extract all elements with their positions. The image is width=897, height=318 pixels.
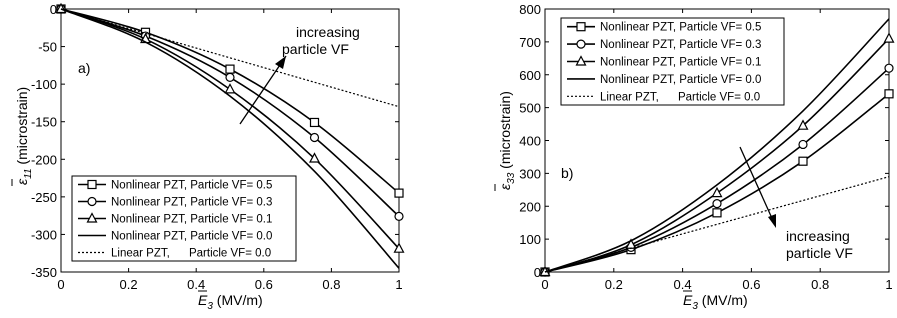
annotation-particle-vf-a: particle VF xyxy=(282,41,349,57)
data-point-a-2 xyxy=(226,84,235,93)
annotation-increasing-b: increasing xyxy=(786,228,850,244)
data-point-a-0 xyxy=(226,65,234,73)
legend-marker-a xyxy=(88,198,96,206)
x-tick-label-a: 1 xyxy=(395,277,403,292)
y-tick-label-a: -200 xyxy=(30,152,57,168)
data-point-a-0 xyxy=(395,189,403,197)
y-tick-label-b: 500 xyxy=(519,100,541,116)
x-tick-label-b: 0.2 xyxy=(604,277,623,292)
svg-text:ε33 (microstrain): $\varepsilon_{33}$ (microstrain) xyxy=(497,91,517,190)
x-tick-label-a: 0.2 xyxy=(119,277,138,292)
data-point-b-2 xyxy=(885,34,894,43)
data-point-a-0 xyxy=(311,118,319,126)
data-point-b-1 xyxy=(713,200,721,208)
legend-marker-a xyxy=(88,181,96,189)
y-tick-label-b: 600 xyxy=(519,67,541,83)
legend-label-a: Nonlinear PZT, Particle VF= 0.3 xyxy=(111,196,273,209)
legend-label-b: Linear PZT, Particle VF= 0.0 xyxy=(600,91,761,104)
legend-label-a: Nonlinear PZT, Particle VF= 0.0 xyxy=(111,230,273,243)
y-tick-label-b: 800 xyxy=(519,2,541,17)
y-tick-label-a: -300 xyxy=(30,227,57,243)
y-tick-label-a: -50 xyxy=(38,39,57,55)
legend-label-b: Nonlinear PZT, Particle VF= 0.5 xyxy=(600,21,762,34)
y-tick-label-a: -250 xyxy=(30,189,57,205)
y-tick-label-b: 400 xyxy=(519,133,541,149)
legend-label-b: Nonlinear PZT, Particle VF= 0.0 xyxy=(600,73,762,86)
data-point-b-0 xyxy=(713,209,721,217)
x-tick-label-a: 0.8 xyxy=(322,277,341,292)
annotation-increasing-a: increasing xyxy=(296,24,360,40)
data-point-b-2 xyxy=(713,188,722,197)
legend-label-b: Nonlinear PZT, Particle VF= 0.1 xyxy=(600,56,762,69)
y-tick-label-a: -350 xyxy=(30,265,57,280)
panel-label-a: a) xyxy=(78,60,91,76)
legend-label-b: Nonlinear PZT, Particle VF= 0.3 xyxy=(600,39,762,52)
y-tick-label-b: 0 xyxy=(533,265,541,280)
x-tick-label-b: 0.4 xyxy=(673,277,692,292)
legend-marker-b xyxy=(577,40,585,48)
y-tick-label-a: 0 xyxy=(49,2,57,17)
legend-b xyxy=(561,18,784,105)
data-point-b-1 xyxy=(885,64,893,72)
svg-text:ε11 (microstrain): $\varepsilon_{11}$ (microstrain) xyxy=(14,86,34,185)
annotation-particle-vf-b: particle VF xyxy=(786,245,853,261)
x-tick-label-a: 0.6 xyxy=(254,277,273,292)
data-point-a-1 xyxy=(226,73,234,81)
y-tick-label-b: 200 xyxy=(519,199,541,215)
y-tick-label-b: 300 xyxy=(519,166,541,182)
x-tick-label-b: 0 xyxy=(541,277,549,292)
panel-a xyxy=(12,2,404,312)
legend-marker-b xyxy=(577,23,585,31)
y-tick-label-a: -100 xyxy=(30,77,57,93)
data-point-b-1 xyxy=(799,140,807,148)
panel-label-b: b) xyxy=(561,165,574,181)
x-tick-label-b: 0.6 xyxy=(742,277,761,292)
legend-label-a: Nonlinear PZT, Particle VF= 0.5 xyxy=(111,179,273,192)
data-point-b-0 xyxy=(799,157,807,165)
x-tick-label-a: 0 xyxy=(57,277,65,292)
data-point-b-0 xyxy=(885,90,893,98)
y-tick-label-a: -150 xyxy=(30,114,57,130)
y-tick-label-b: 700 xyxy=(519,34,541,50)
svg-text:E3 (MV/m): $E_3$ (MV/m) xyxy=(198,292,263,312)
legend-a xyxy=(72,176,296,261)
panel-b xyxy=(495,2,894,312)
y-tick-label-b: 100 xyxy=(519,232,541,248)
data-point-a-1 xyxy=(311,133,319,141)
svg-text:E3 (MV/m): $E_3$ (MV/m) xyxy=(683,292,748,312)
x-tick-label-b: 1 xyxy=(885,277,893,292)
data-point-a-1 xyxy=(395,212,403,220)
legend-label-a: Linear PZT, Particle VF= 0.0 xyxy=(111,247,272,260)
x-tick-label-b: 0.8 xyxy=(811,277,830,292)
legend-label-a: Nonlinear PZT, Particle VF= 0.1 xyxy=(111,213,273,226)
x-tick-label-a: 0.4 xyxy=(187,277,206,292)
